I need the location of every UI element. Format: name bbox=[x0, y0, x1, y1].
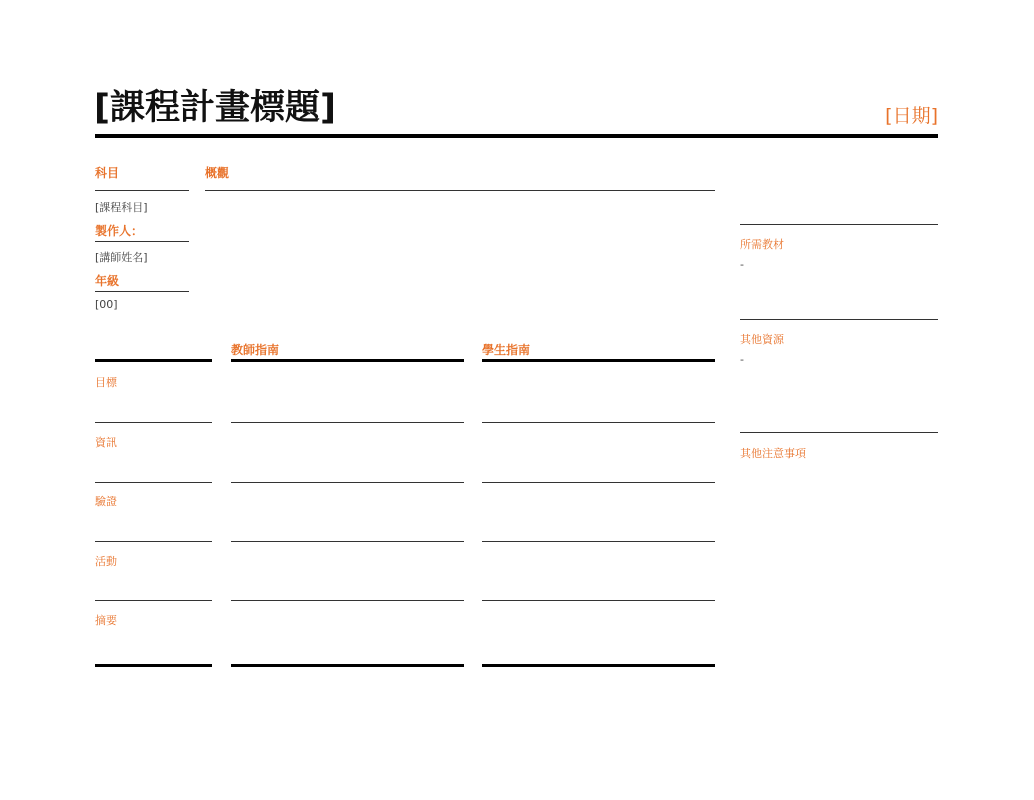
grid-divider bbox=[95, 541, 212, 542]
divider bbox=[740, 224, 938, 225]
page-title[interactable]: [課程計畫標題] bbox=[94, 88, 336, 128]
divider bbox=[740, 319, 938, 320]
overview-label: 概觀 bbox=[205, 166, 230, 180]
notes-label: 其他注意事項 bbox=[740, 447, 806, 460]
subject-label: 科目 bbox=[95, 166, 120, 180]
teacher-guide-header: 教師指南 bbox=[231, 343, 280, 357]
grid-divider bbox=[482, 664, 715, 667]
grid-divider bbox=[95, 600, 212, 601]
divider bbox=[95, 291, 189, 292]
grid-divider bbox=[482, 600, 715, 601]
grid-divider bbox=[95, 422, 212, 423]
grid-divider bbox=[95, 482, 212, 483]
divider bbox=[482, 359, 715, 362]
date-field[interactable]: [日期] bbox=[885, 105, 938, 127]
row-label-summary: 摘要 bbox=[95, 614, 117, 627]
divider bbox=[95, 359, 212, 362]
grid-divider bbox=[231, 600, 464, 601]
grid-divider bbox=[231, 664, 464, 667]
row-label-verification: 驗證 bbox=[95, 495, 117, 508]
subject-value[interactable]: [課程科目] bbox=[95, 201, 148, 214]
grid-divider bbox=[231, 482, 464, 483]
materials-label: 所需教材 bbox=[740, 238, 784, 251]
divider bbox=[95, 241, 189, 242]
divider bbox=[740, 432, 938, 433]
divider bbox=[95, 190, 189, 191]
title-divider bbox=[95, 134, 938, 138]
grade-label: 年級 bbox=[95, 274, 120, 288]
resources-value[interactable]: - bbox=[740, 353, 744, 366]
grid-divider bbox=[231, 541, 464, 542]
row-label-information: 資訊 bbox=[95, 436, 117, 449]
grid-divider bbox=[482, 422, 715, 423]
author-value[interactable]: [講師姓名] bbox=[95, 251, 148, 264]
materials-value[interactable]: - bbox=[740, 258, 744, 271]
row-label-activity: 活動 bbox=[95, 555, 117, 568]
grid-divider bbox=[482, 541, 715, 542]
row-label-objectives: 目標 bbox=[95, 376, 117, 389]
student-guide-header: 學生指南 bbox=[482, 343, 531, 357]
overview-divider bbox=[205, 190, 715, 191]
resources-label: 其他資源 bbox=[740, 333, 784, 346]
grid-divider bbox=[95, 664, 212, 667]
grid-divider bbox=[231, 422, 464, 423]
author-label: 製作人： bbox=[95, 224, 144, 238]
grade-value[interactable]: [00] bbox=[95, 298, 118, 311]
grid-divider bbox=[482, 482, 715, 483]
divider bbox=[231, 359, 464, 362]
